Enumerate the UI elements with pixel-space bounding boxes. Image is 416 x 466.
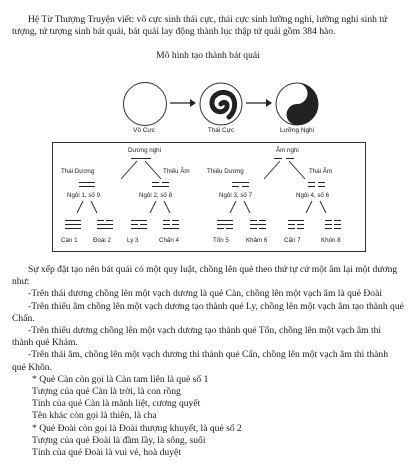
yang-label: Dương nghi xyxy=(128,147,161,154)
four-image-name: Thái Âm xyxy=(309,168,333,175)
four-image-position: Ngôi 2, số 8 xyxy=(139,192,173,199)
body-paragraph: -Trên thái âm, chồng lên một vạch dương thì thành quẻ Cấn, chồng lên một vạch âm thì thành quẻ Khôn. xyxy=(12,349,389,373)
body-text xyxy=(12,264,404,459)
spiral-circle-icon xyxy=(199,82,243,126)
trigram-label: Đoài 2 xyxy=(93,237,111,244)
four-image-name: Thiếu Âm xyxy=(163,168,190,175)
body-paragraph: Sự xếp đặt tạo nên bát quái có một quy luật, chồng lên quẻ theo thứ tự cứ một âm lại một dương như: xyxy=(12,264,398,288)
trigram-label: Khôn 8 xyxy=(321,237,341,244)
four-image-position: Ngôi 4, số 6 xyxy=(296,192,330,199)
stage-diagram xyxy=(0,78,416,142)
body-paragraph: -Trên thái dương chồng lên một vạch dương là quẻ Càn, chồng lên một vạch âm là quẻ Đoài xyxy=(28,288,383,300)
empty-circle-icon xyxy=(123,82,167,126)
four-image-position: Ngôi 1, số 9 xyxy=(67,192,101,199)
stage-label: Vô Cực xyxy=(133,127,155,134)
stage-label: Thái Cực xyxy=(207,127,235,134)
body-line: Tượng của quẻ Càn là trời, là con rồng xyxy=(32,386,181,398)
trigram-label: Tốn 5 xyxy=(213,237,229,244)
trigram-label: Càn 1 xyxy=(61,237,78,244)
trigram-label: Khảm 6 xyxy=(246,237,268,244)
trigram-label: Chấn 4 xyxy=(159,237,179,244)
body-line: * Quẻ Đoài còn gọi là Đoài thượng khuyết, là quẻ số 2 xyxy=(32,422,242,434)
body-line: * Quẻ Càn còn gọi là Càn tam liên là quẻ số 1 xyxy=(32,373,209,385)
intro-paragraph: Hệ Từ Thượng Truyện viết: vô cực sinh thái cực, thái cực sinh lưỡng nghi, lưỡng nghi sinh tứ tượng, tứ tượng sinh bát quái, bát quái lay động thành lục thập tứ quái gồm 384 hào. xyxy=(12,14,388,37)
arrow-right-icon xyxy=(170,98,196,108)
four-image-name: Thiếu Dương xyxy=(207,168,244,175)
stage-label: Lưỡng Nghi xyxy=(279,127,315,134)
trigram-label: Ly 3 xyxy=(127,237,139,244)
body-line: Tên khác còn gọi là thiên, là cha xyxy=(32,410,157,422)
body-line: Tượng của quẻ Đoài là đầm lầy, là sông, suối xyxy=(32,434,206,446)
bagua-tree-diagram xyxy=(52,142,366,252)
four-image-name: Thái Dương xyxy=(61,168,95,175)
body-paragraph: -Trên thiếu dương chồng lên một vạch dương tạo thành quẻ Tốn, chồng lên một vạch âm thì thành quẻ Khảm. xyxy=(12,325,382,349)
body-line: Tính của quẻ Đoài là vui vẻ, hoà duyệt xyxy=(32,447,181,459)
figure-title: Mô hình tạo thành bát quái xyxy=(156,50,260,61)
trigram-label: Cấn 7 xyxy=(284,237,301,244)
body-line: Tính của quẻ Càn là mãnh liệt, cương quyết xyxy=(32,398,201,410)
four-image-position: Ngôi 3, số 7 xyxy=(219,192,253,199)
yin-yang-icon xyxy=(275,82,319,126)
body-paragraph: -Trên thiếu âm chồng lên một vạch dương tạo thành quẻ Ly, chồng lên một vạch âm tạo thành quẻ Chấn. xyxy=(12,300,404,324)
arrow-right-icon xyxy=(246,98,272,108)
yin-label: Âm nghi xyxy=(276,147,299,154)
